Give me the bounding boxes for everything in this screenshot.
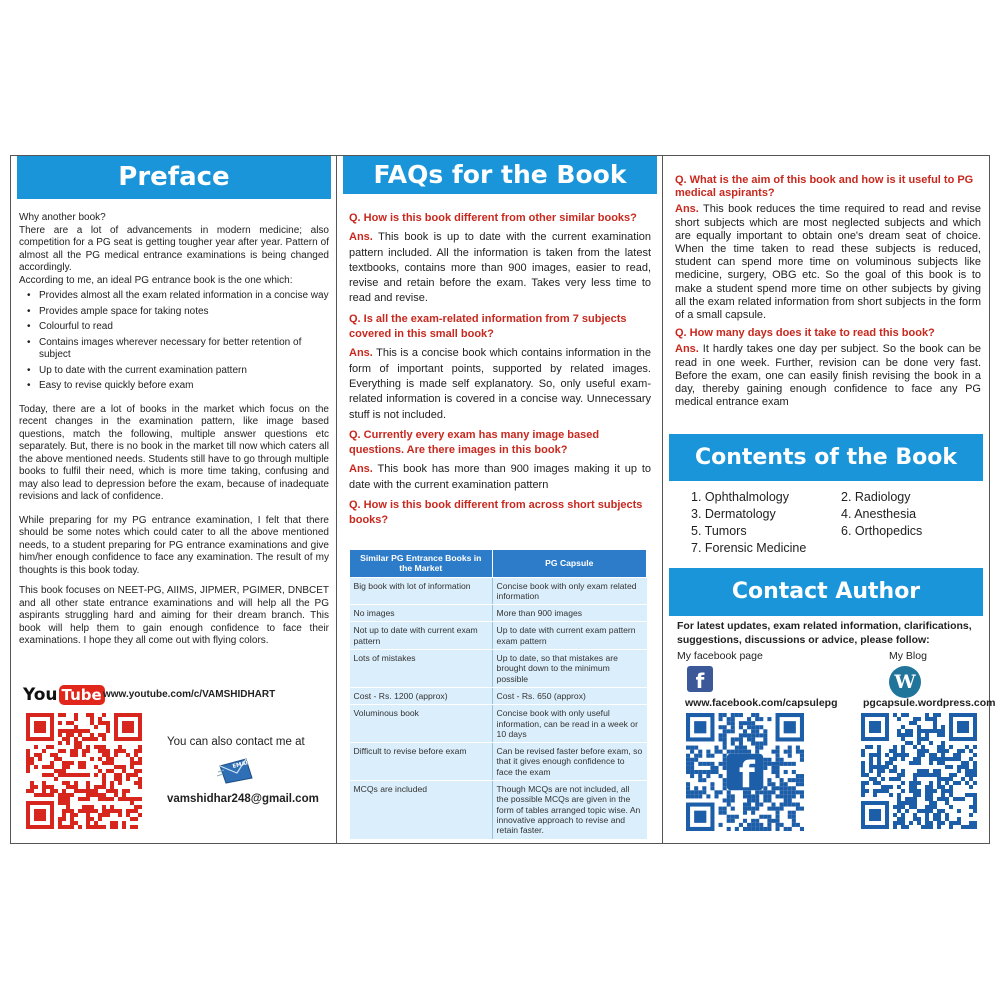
answer-text: This book reduces the time required to read and revise short subjects which are most neglected subjects and which are equally important to obtain one's dream seat of choice. When the time taken to read these subjects is reduced, student can spend more time on voluminous subjects like medicine, surgery, OBG etc. So the goal of this book is to make a student spend more time on other subjects by giving all the exam related information from short subjects in the form of a small capsule. <box>675 203 982 322</box>
answer-label: Ans. <box>675 343 699 356</box>
youtube-qr-code <box>25 713 143 829</box>
table-cell: Up to date, so that mistakes are brought down to the minimum possible <box>492 650 646 688</box>
table-row <box>350 743 647 781</box>
preface-body <box>19 212 329 648</box>
preface-column <box>11 156 337 843</box>
email-icon-label: EMAIL <box>232 759 252 770</box>
list-item: 7. Forensic Medicine <box>691 541 807 555</box>
list-item: • Provides ample space for taking notes <box>19 306 329 319</box>
table-cell: Cost - Rs. 1200 (approx) <box>350 687 493 704</box>
faq-question-1: Q. How is this book different from other similar books? <box>349 212 637 224</box>
table-row <box>350 650 647 688</box>
faq-question-3: Q. Currently every exam has many image based questions. Are there images in this book? <box>349 428 600 457</box>
list-item: 6. Orthopedics <box>841 524 923 538</box>
facebook-icon: f <box>738 753 755 797</box>
preface-list-intro: According to me, an ideal PG entrance book is the one which: <box>19 274 293 286</box>
answer-label: Ans. <box>675 203 699 216</box>
list-item: • Provides almost all the exam related information in a concise way <box>19 290 329 303</box>
table-row <box>350 605 647 622</box>
facebook-qr-code <box>685 713 805 831</box>
blog-url-link[interactable]: pgcapsule.wordpress.com <box>863 697 996 709</box>
list-item: 1. Ophthalmology <box>691 490 789 504</box>
table-header-row <box>350 550 647 578</box>
updates-text: For latest updates, exam related information, clarifications, suggestions, discussions or advice, please follow: <box>677 620 972 646</box>
blog-label: My Blog <box>889 650 927 662</box>
contents-title: Contents of the Book <box>669 434 983 481</box>
table-row <box>350 577 647 605</box>
email-address[interactable]: vamshidhar248@gmail.com <box>167 793 319 805</box>
list-item: • Up to date with the current examination pattern <box>19 365 329 378</box>
contact-title: Contact Author <box>669 568 983 616</box>
table-cell: Difficult to revise before exam <box>350 743 493 781</box>
table-cell: MCQs are included <box>350 781 493 839</box>
table-cell: Though MCQs are not included, all the possible MCQs are given in the form of tables arranged topic wise. An innovative approach to revise and retain faster. <box>492 781 646 839</box>
answer-text: It hardly takes one day per subject. So the book can be read in one week. Further, revision can be done very fast. Before the exam, one can easily finish revising the book in a day, thereby gaining enough confidence to face any PG medical entrance exam <box>675 343 981 409</box>
faq-answer-3 <box>349 462 651 493</box>
faq-continued <box>675 174 981 409</box>
faq-question-5: Q. What is the aim of this book and how is it useful to PG medical aspirants? <box>675 174 974 200</box>
table-cell: Cost - Rs. 650 (approx) <box>492 687 646 704</box>
why-heading: Why another book? <box>19 212 106 223</box>
contact-me-text: You can also contact me at <box>167 736 305 748</box>
list-item: 5. Tumors <box>691 524 747 538</box>
list-item: 2. Radiology <box>841 490 911 504</box>
facebook-icon[interactable]: f <box>687 666 713 692</box>
list-item: • Colourful to read <box>19 321 329 334</box>
youtube-logo-tube: Tube <box>59 685 105 705</box>
list-item: • Easy to revise quickly before exam <box>19 380 329 393</box>
table-cell: Up to date with current exam pattern exam pattern <box>492 622 646 650</box>
answer-text: This book has more than 900 images making it up to date with the current examination pattern <box>349 463 651 491</box>
table-cell: No images <box>350 605 493 622</box>
table-row <box>350 687 647 704</box>
faq-answer-1 <box>349 230 651 306</box>
preface-paragraph-2: Today, there are a lot of books in the market which focus on the recent changes in the examination pattern, like image based questions, match the following, multiple answer questions etc separately. But, there is no book in the market till now which caters all the above mentioned needs. Students still have to go through multiple books to fulfil their need, which is more time taking, confusing and may also lead to depression before the exam, because of inadequate revisions and lack of confidence. <box>19 403 329 502</box>
answer-text: This book is up to date with the current examination pattern included. All the information is taken from the latest textbooks, contains more than 900 images, easier to read, revise and retain before the exam. Takes very less time to read and revise. <box>349 231 651 305</box>
table-cell: Can be revised faster before exam, so that it gives enough confidence to face the exam <box>492 743 646 781</box>
table-cell: Lots of mistakes <box>350 650 493 688</box>
preface-bullet-list <box>19 290 329 393</box>
table-cell: Voluminous book <box>350 705 493 743</box>
preface-title: Preface <box>17 156 331 199</box>
table-header-market: Similar PG Entrance Books in the Market <box>350 550 493 578</box>
answer-text: This is a concise book which contains information in the form of important points, supported by related images. Everything is made self explanatory. So, only useful exam-related information is covered in a concise way. Unnecessary stuff is not included. <box>349 347 652 421</box>
faq-title: FAQs for the Book <box>343 156 657 194</box>
table-cell: Not up to date with current exam pattern <box>350 622 493 650</box>
table-header-pg-capsule: PG Capsule <box>492 550 646 578</box>
info-column <box>663 156 996 843</box>
answer-label: Ans. <box>349 347 373 360</box>
faq-body <box>349 211 651 529</box>
email-icon <box>216 756 260 784</box>
faq-column <box>337 156 663 843</box>
table-row <box>350 622 647 650</box>
table-cell: Concise book with only useful information, can be read in a week or 10 days <box>492 705 646 743</box>
faq-question-6: Q. How many days does it take to read this book? <box>675 327 935 340</box>
facebook-label: My facebook page <box>677 650 763 662</box>
youtube-logo[interactable] <box>23 684 105 706</box>
table-row <box>350 781 647 839</box>
table-cell: Big book with lot of information <box>350 577 493 605</box>
faq-answer-6 <box>675 343 981 409</box>
preface-paragraph-1: There are a lot of advancements in modern medicine; also competition for a PG seat is getting tougher year after year. Pattern of almost all the PG medical entrance examinations is being changed accordingly. <box>19 224 329 273</box>
preface-paragraph-4: This book focuses on NEET-PG, AIIMS, JIPMER, PGIMER, DNBCET and all other state entrance examinations and will help all the PG aspirants struggling hard and aiming for their dream branch. This book will help them to gain enough confidence to face their examinations. I hope they all come out with flying colors. <box>19 585 329 646</box>
answer-label: Ans. <box>349 231 373 244</box>
list-item: 4. Anesthesia <box>841 507 917 521</box>
faq-answer-5 <box>675 203 981 322</box>
faq-answer-2 <box>349 346 651 422</box>
blog-qr-code <box>861 713 977 829</box>
answer-label: Ans. <box>349 463 373 476</box>
wordpress-icon[interactable]: W <box>889 666 921 698</box>
facebook-url-link[interactable]: www.facebook.com/capsulepg <box>685 697 838 709</box>
youtube-logo-you: You <box>23 685 58 705</box>
faq-question-4: Q. How is this book different from across short subjects books? <box>349 499 643 527</box>
table-cell: Concise book with only exam related information <box>492 577 646 605</box>
preface-paragraph-3: While preparing for my PG entrance examination, I felt that there should be some notes which could cater to all the above mentioned needs, to a student preparing for PG entrance examinations and give him/her enough confidence to face any examination. The result of my thoughts is this book today. <box>19 514 329 576</box>
list-item: • Contains images wherever necessary for better retention of subject <box>19 337 329 362</box>
brochure-sheet <box>10 155 996 844</box>
comparison-table <box>349 549 647 840</box>
youtube-url-link[interactable]: www.youtube.com/c/VAMSHIDHART <box>103 689 276 700</box>
faq-question-2: Q. Is all the exam-related information from 7 subjects covered in this small book? <box>349 312 627 341</box>
youtube-row <box>23 684 323 706</box>
table-row <box>350 705 647 743</box>
list-item: 3. Dermatology <box>691 507 776 521</box>
table-cell: More than 900 images <box>492 605 646 622</box>
